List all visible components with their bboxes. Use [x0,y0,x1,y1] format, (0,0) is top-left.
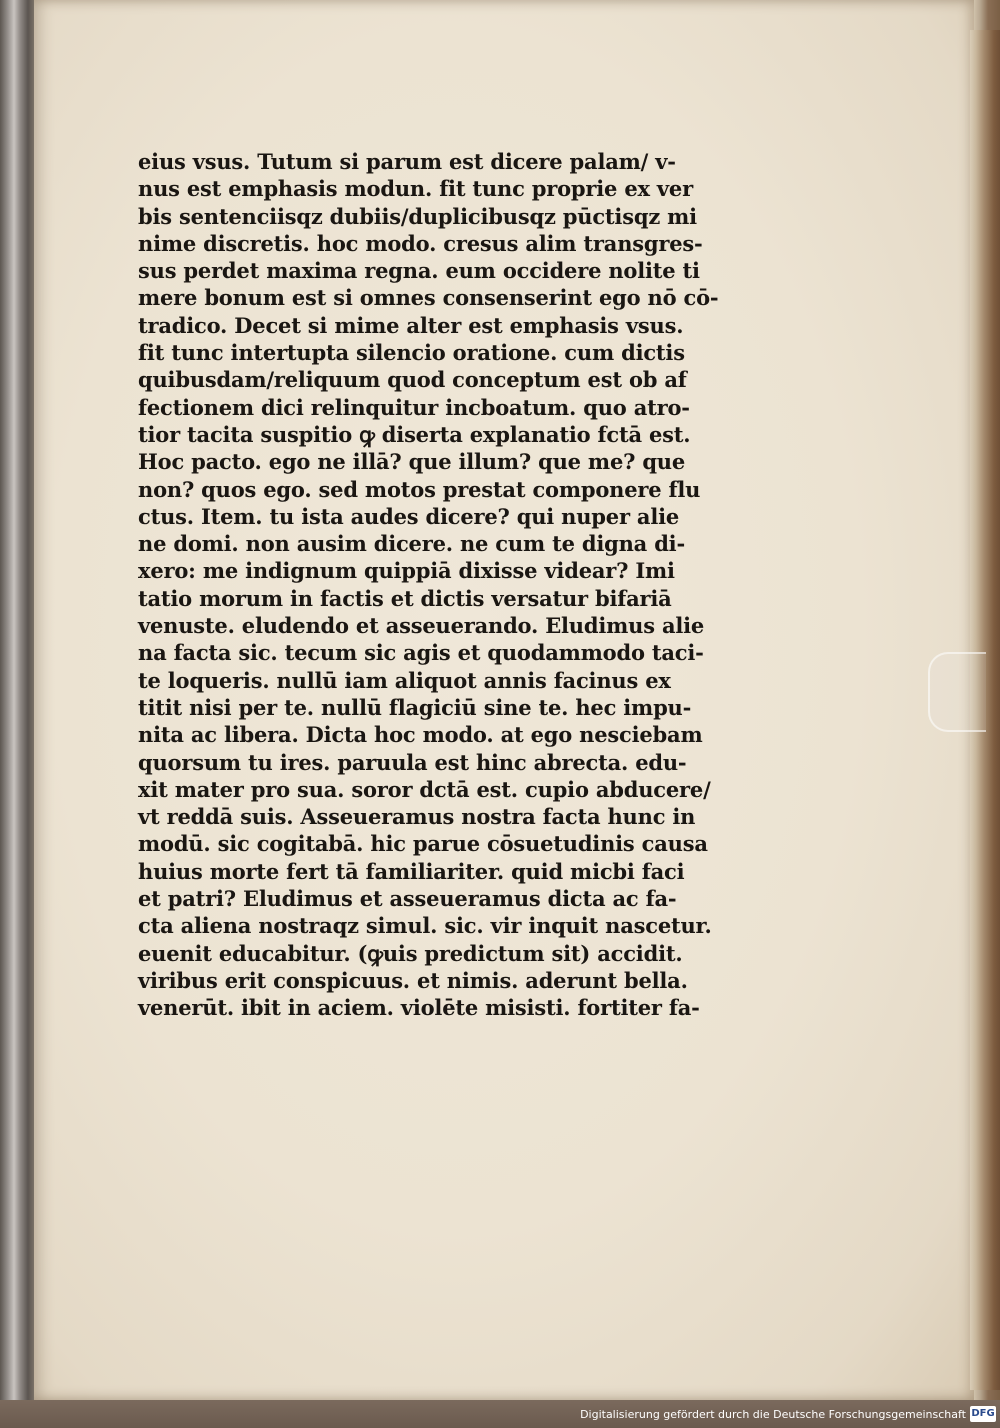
text-line: vt reddā suis. Asseueramus nostra facta hunc in [138,804,696,830]
text-block [138,148,719,1022]
text-line: mere bonum est si omnes consenserint ego nō cō- [138,285,719,311]
text-line: ctus. Item. tu ista audes dicere? qui nuper alie [138,503,680,529]
text-line: non? quos ego. sed motos prestat componere flu [138,476,701,502]
left-page-edge [0,0,34,1428]
text-line: sus perdet maxima regna. eum occidere nolite ti [138,258,700,284]
text-line: na facta sic. tecum sic agis et quodammodo taci- [138,640,704,666]
text-line: bis sentenciisqz dubiis/duplicibusqz pūctisqz mi [138,203,697,229]
text-line: Hoc pacto. ego ne illā? que illum? que me? que [138,449,686,475]
text-line: fectionem dici relinquitur incboatum. quo atro- [138,394,690,420]
text-line: cta aliena nostraqz simul. sic. vir inquit nascetur. [138,913,712,939]
text-line: et patri? Eludimus et asseueramus dicta ac fa- [138,886,677,912]
text-line: quorsum tu ires. paruula est hinc abrecta. edu- [138,749,687,775]
text-line: xit mater pro sua. soror dctā est. cupio abducere/ [138,776,711,802]
page-clip [928,652,986,732]
text-line: nus est emphasis modun. fit tunc proprie ex ver [138,176,693,202]
text-line: venerūt. ibit in aciem. violēte misisti. fortiter fa- [138,995,700,1021]
dfg-logo: DFG [970,1406,996,1422]
text-line: modū. sic cogitabā. hic parue cōsuetudinis causa [138,831,708,857]
text-line: huius morte fert tā familiariter. quid micbi faci [138,858,685,884]
text-line: tatio morum in factis et dictis versatur bifariā [138,585,672,611]
text-line: te loqueris. nullū iam aliquot annis facinus ex [138,667,671,693]
text-line: venuste. eludendo et asseuerando. Eludimus alie [138,613,705,639]
text-line: tradico. Decet si mime alter est emphasis vsus. [138,312,684,338]
text-line: euenit educabitur. (ꝙuis predictum sit) accidit. [138,940,683,966]
text-line: fit tunc intertupta silencio oratione. cum dictis [138,340,685,366]
text-line: ne domi. non ausim dicere. ne cum te digna di- [138,531,685,557]
text-line: xero: me indignum quippiā dixisse videar? Imi [138,558,675,584]
text-line: nita ac libera. Dicta hoc modo. at ego nesciebam [138,722,703,748]
text-line: quibusdam/reliquum quod conceptum est ob af [138,367,687,393]
text-line: titit nisi per te. nullū flagiciū sine te. hec impu- [138,694,692,720]
text-line: nime discretis. hoc modo. cresus alim transgres- [138,230,703,256]
text-line: eius vsus. Tutum si parum est dicere palam/ v- [138,149,676,174]
text-line: viribus erit conspicuus. et nimis. aderunt bella. [138,967,688,993]
funding-credit: Digitalisierung gefördert durch die Deutsche Forschungsgemeinschaft [580,1408,966,1421]
text-line: tior tacita suspitio ꝙ diserta explanatio fctā est. [138,421,691,447]
